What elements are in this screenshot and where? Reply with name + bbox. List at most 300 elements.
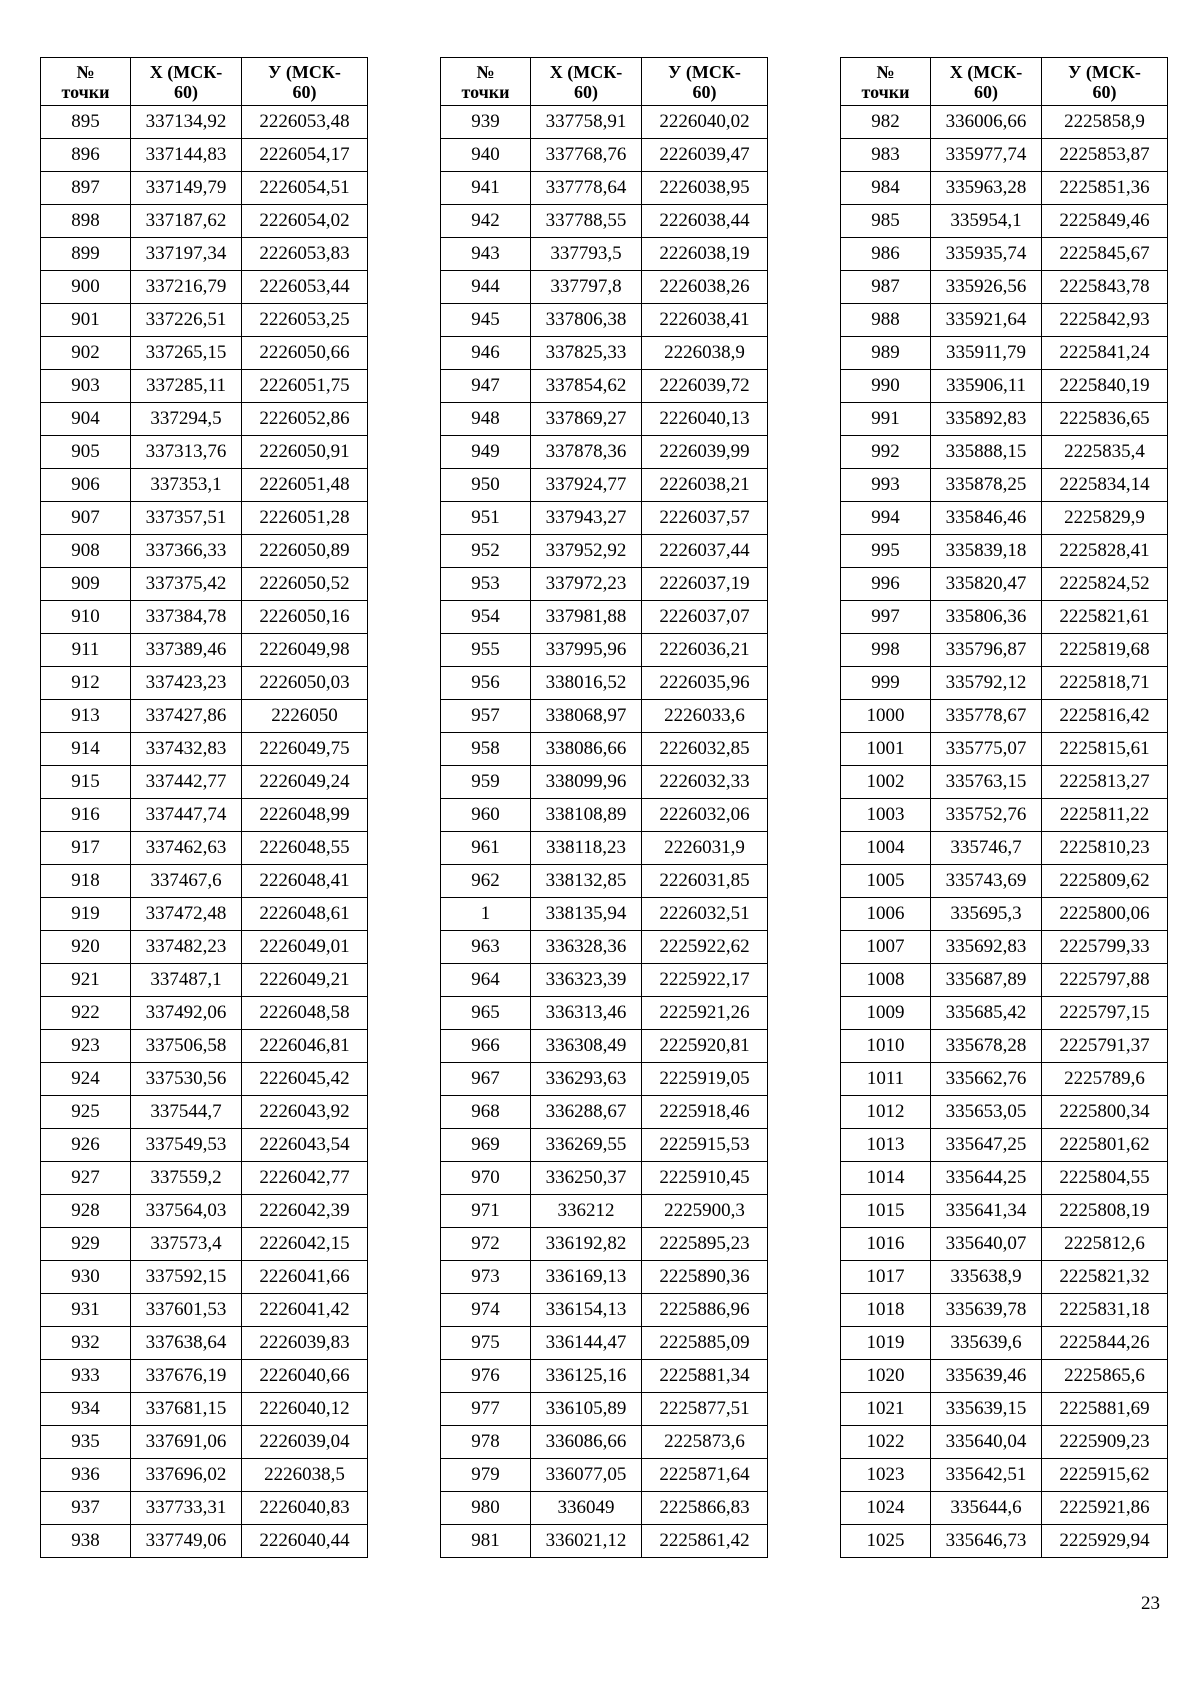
x-coordinate-cell: 335954,1 [931, 205, 1042, 238]
y-coordinate-cell: 2226039,47 [642, 139, 768, 172]
point-number-cell: 1017 [841, 1261, 931, 1294]
table-row [441, 601, 768, 634]
x-coordinate-cell: 335642,51 [931, 1459, 1042, 1492]
y-coordinate-cell: 2226037,57 [642, 502, 768, 535]
table-row [41, 1327, 368, 1360]
table-row [41, 1294, 368, 1327]
table-row [441, 205, 768, 238]
point-number-cell: 952 [441, 535, 531, 568]
x-coordinate-cell: 337559,2 [131, 1162, 242, 1195]
table-row [841, 238, 1168, 271]
y-coordinate-cell: 2225918,46 [642, 1096, 768, 1129]
y-coordinate-cell: 2226038,19 [642, 238, 768, 271]
x-coordinate-cell: 335640,04 [931, 1426, 1042, 1459]
x-coordinate-cell: 335639,78 [931, 1294, 1042, 1327]
point-number-cell: 985 [841, 205, 931, 238]
y-coordinate-cell: 2226049,75 [242, 733, 368, 766]
table-row [841, 172, 1168, 205]
y-coordinate-cell: 2226039,83 [242, 1327, 368, 1360]
point-number-cell: 1024 [841, 1492, 931, 1525]
point-number-cell: 929 [41, 1228, 131, 1261]
x-coordinate-cell: 335638,9 [931, 1261, 1042, 1294]
point-number-cell: 997 [841, 601, 931, 634]
y-coordinate-cell: 2225821,61 [1042, 601, 1168, 634]
point-number-cell: 983 [841, 139, 931, 172]
x-coordinate-cell: 336125,16 [531, 1360, 642, 1393]
y-coordinate-cell: 2225910,45 [642, 1162, 768, 1195]
table-row [841, 370, 1168, 403]
table-row [441, 865, 768, 898]
point-number-cell: 939 [441, 106, 531, 139]
x-coordinate-cell: 335644,25 [931, 1162, 1042, 1195]
point-number-cell: 960 [441, 799, 531, 832]
y-coordinate-cell: 2225866,83 [642, 1492, 768, 1525]
x-coordinate-cell: 337924,77 [531, 469, 642, 502]
y-coordinate-cell: 2226038,41 [642, 304, 768, 337]
table-row [41, 139, 368, 172]
x-coordinate-cell: 337462,63 [131, 832, 242, 865]
y-coordinate-cell: 2225824,52 [1042, 568, 1168, 601]
point-number-cell: 935 [41, 1426, 131, 1459]
x-coordinate-cell: 335778,67 [931, 700, 1042, 733]
y-coordinate-cell: 2225885,09 [642, 1327, 768, 1360]
point-number-cell: 1018 [841, 1294, 931, 1327]
x-coordinate-cell: 337797,8 [531, 271, 642, 304]
y-coordinate-cell: 2225831,18 [1042, 1294, 1168, 1327]
point-number-cell: 967 [441, 1063, 531, 1096]
point-number-cell: 986 [841, 238, 931, 271]
x-coordinate-cell: 337952,92 [531, 535, 642, 568]
x-coordinate-cell: 335743,69 [931, 865, 1042, 898]
y-coordinate-cell: 2226050 [242, 700, 368, 733]
x-coordinate-cell: 336086,66 [531, 1426, 642, 1459]
table-row [841, 1063, 1168, 1096]
header-y-coordinate: У (МСК- 60) [642, 58, 768, 106]
table-row [41, 1492, 368, 1525]
point-number-cell: 972 [441, 1228, 531, 1261]
table-row [441, 1525, 768, 1558]
x-coordinate-cell: 337943,27 [531, 502, 642, 535]
x-coordinate-cell: 336288,67 [531, 1096, 642, 1129]
point-number-cell: 901 [41, 304, 131, 337]
y-coordinate-cell: 2225849,46 [1042, 205, 1168, 238]
table-row [841, 865, 1168, 898]
x-coordinate-cell: 335639,15 [931, 1393, 1042, 1426]
point-number-cell: 990 [841, 370, 931, 403]
point-number-cell: 976 [441, 1360, 531, 1393]
point-number-cell: 1016 [841, 1228, 931, 1261]
y-coordinate-cell: 2226048,61 [242, 898, 368, 931]
x-coordinate-cell: 337482,23 [131, 931, 242, 964]
y-coordinate-cell: 2225858,9 [1042, 106, 1168, 139]
point-number-cell: 1006 [841, 898, 931, 931]
table-row [841, 1360, 1168, 1393]
y-coordinate-cell: 2225799,33 [1042, 931, 1168, 964]
x-coordinate-cell: 337375,42 [131, 568, 242, 601]
y-coordinate-cell: 2226048,99 [242, 799, 368, 832]
x-coordinate-cell: 338099,96 [531, 766, 642, 799]
x-coordinate-cell: 335662,76 [931, 1063, 1042, 1096]
x-coordinate-cell: 336144,47 [531, 1327, 642, 1360]
y-coordinate-cell: 2226040,13 [642, 403, 768, 436]
table-row [441, 964, 768, 997]
point-number-cell: 896 [41, 139, 131, 172]
point-number-cell: 908 [41, 535, 131, 568]
y-coordinate-cell: 2226042,77 [242, 1162, 368, 1195]
point-number-cell: 898 [41, 205, 131, 238]
y-coordinate-cell: 2226053,44 [242, 271, 368, 304]
y-coordinate-cell: 2225835,4 [1042, 436, 1168, 469]
point-number-cell: 944 [441, 271, 531, 304]
x-coordinate-cell: 337187,62 [131, 205, 242, 238]
y-coordinate-cell: 2226050,03 [242, 667, 368, 700]
table-row [41, 370, 368, 403]
x-coordinate-cell: 337691,06 [131, 1426, 242, 1459]
point-number-cell: 959 [441, 766, 531, 799]
table-row [41, 931, 368, 964]
point-number-cell: 982 [841, 106, 931, 139]
point-number-cell: 938 [41, 1525, 131, 1558]
y-coordinate-cell: 2226040,02 [642, 106, 768, 139]
point-number-cell: 999 [841, 667, 931, 700]
y-coordinate-cell: 2226031,9 [642, 832, 768, 865]
point-number-cell: 922 [41, 997, 131, 1030]
y-coordinate-cell: 2225909,23 [1042, 1426, 1168, 1459]
table-row [41, 172, 368, 205]
x-coordinate-cell: 337544,7 [131, 1096, 242, 1129]
table-row [441, 931, 768, 964]
x-coordinate-cell: 335839,18 [931, 535, 1042, 568]
point-number-cell: 947 [441, 370, 531, 403]
table-row [41, 1459, 368, 1492]
point-number-cell: 1021 [841, 1393, 931, 1426]
table-row [441, 898, 768, 931]
table-row [41, 865, 368, 898]
x-coordinate-cell: 337788,55 [531, 205, 642, 238]
point-number-cell: 1023 [841, 1459, 931, 1492]
table-row [441, 1063, 768, 1096]
point-number-cell: 966 [441, 1030, 531, 1063]
table-row [441, 238, 768, 271]
y-coordinate-cell: 2226050,89 [242, 535, 368, 568]
y-coordinate-cell: 2225915,62 [1042, 1459, 1168, 1492]
point-number-cell: 923 [41, 1030, 131, 1063]
x-coordinate-cell: 335639,46 [931, 1360, 1042, 1393]
point-number-cell: 945 [441, 304, 531, 337]
x-coordinate-cell: 335921,64 [931, 304, 1042, 337]
x-coordinate-cell: 337492,06 [131, 997, 242, 1030]
y-coordinate-cell: 2226049,21 [242, 964, 368, 997]
table-row [441, 1129, 768, 1162]
table-row [41, 535, 368, 568]
y-coordinate-cell: 2226054,02 [242, 205, 368, 238]
point-number-cell: 1008 [841, 964, 931, 997]
x-coordinate-cell: 337467,6 [131, 865, 242, 898]
table-row [841, 1492, 1168, 1525]
x-coordinate-cell: 335775,07 [931, 733, 1042, 766]
table-row [41, 964, 368, 997]
table-row [41, 238, 368, 271]
table-row [41, 733, 368, 766]
point-number-cell: 910 [41, 601, 131, 634]
x-coordinate-cell: 336154,13 [531, 1294, 642, 1327]
point-number-cell: 933 [41, 1360, 131, 1393]
x-coordinate-cell: 337294,5 [131, 403, 242, 436]
point-number-cell: 954 [441, 601, 531, 634]
table-row [841, 535, 1168, 568]
table-row [41, 1393, 368, 1426]
x-coordinate-cell: 335647,25 [931, 1129, 1042, 1162]
table-row [441, 733, 768, 766]
y-coordinate-cell: 2225877,51 [642, 1393, 768, 1426]
y-coordinate-cell: 2225845,67 [1042, 238, 1168, 271]
y-coordinate-cell: 2225789,6 [1042, 1063, 1168, 1096]
y-coordinate-cell: 2225808,19 [1042, 1195, 1168, 1228]
point-number-cell: 963 [441, 931, 531, 964]
point-number-cell: 987 [841, 271, 931, 304]
y-coordinate-cell: 2225929,94 [1042, 1525, 1168, 1558]
x-coordinate-cell: 337981,88 [531, 601, 642, 634]
y-coordinate-cell: 2225920,81 [642, 1030, 768, 1063]
x-coordinate-cell: 337226,51 [131, 304, 242, 337]
x-coordinate-cell: 336328,36 [531, 931, 642, 964]
table-row [41, 898, 368, 931]
table-row [41, 502, 368, 535]
table-row [41, 667, 368, 700]
table-row [441, 1030, 768, 1063]
y-coordinate-cell: 2225881,69 [1042, 1393, 1168, 1426]
table-header [841, 58, 1168, 106]
table-row [441, 799, 768, 832]
x-coordinate-cell: 337144,83 [131, 139, 242, 172]
x-coordinate-cell: 337638,64 [131, 1327, 242, 1360]
x-coordinate-cell: 337423,23 [131, 667, 242, 700]
table-row [41, 1426, 368, 1459]
x-coordinate-cell: 335878,25 [931, 469, 1042, 502]
x-coordinate-cell: 337366,33 [131, 535, 242, 568]
table-row [41, 1195, 368, 1228]
point-number-cell: 946 [441, 337, 531, 370]
y-coordinate-cell: 2226038,44 [642, 205, 768, 238]
x-coordinate-cell: 337389,46 [131, 634, 242, 667]
point-number-cell: 913 [41, 700, 131, 733]
x-coordinate-cell: 337681,15 [131, 1393, 242, 1426]
y-coordinate-cell: 2225818,71 [1042, 667, 1168, 700]
y-coordinate-cell: 2226039,99 [642, 436, 768, 469]
table-row [841, 700, 1168, 733]
table-body [441, 106, 768, 1558]
y-coordinate-cell: 2225834,14 [1042, 469, 1168, 502]
y-coordinate-cell: 2225890,36 [642, 1261, 768, 1294]
point-number-cell: 900 [41, 271, 131, 304]
point-number-cell: 925 [41, 1096, 131, 1129]
x-coordinate-cell: 336077,05 [531, 1459, 642, 1492]
y-coordinate-cell: 2226031,85 [642, 865, 768, 898]
y-coordinate-cell: 2225922,17 [642, 964, 768, 997]
table-row [441, 370, 768, 403]
header-point-number: № точки [41, 58, 131, 106]
x-coordinate-cell: 335763,15 [931, 766, 1042, 799]
table-row [41, 1063, 368, 1096]
point-number-cell: 973 [441, 1261, 531, 1294]
x-coordinate-cell: 337749,06 [131, 1525, 242, 1558]
table-row [441, 469, 768, 502]
x-coordinate-cell: 338016,52 [531, 667, 642, 700]
y-coordinate-cell: 2226038,5 [242, 1459, 368, 1492]
point-number-cell: 1007 [841, 931, 931, 964]
table-row [441, 535, 768, 568]
y-coordinate-cell: 2225843,78 [1042, 271, 1168, 304]
y-coordinate-cell: 2225819,68 [1042, 634, 1168, 667]
point-number-cell: 974 [441, 1294, 531, 1327]
point-number-cell: 991 [841, 403, 931, 436]
y-coordinate-cell: 2226052,86 [242, 403, 368, 436]
y-coordinate-cell: 2225801,62 [1042, 1129, 1168, 1162]
point-number-cell: 1022 [841, 1426, 931, 1459]
point-number-cell: 1020 [841, 1360, 931, 1393]
y-coordinate-cell: 2226037,19 [642, 568, 768, 601]
point-number-cell: 903 [41, 370, 131, 403]
table-row [41, 1129, 368, 1162]
y-coordinate-cell: 2226045,42 [242, 1063, 368, 1096]
point-number-cell: 992 [841, 436, 931, 469]
x-coordinate-cell: 337758,91 [531, 106, 642, 139]
x-coordinate-cell: 337793,5 [531, 238, 642, 271]
y-coordinate-cell: 2226039,72 [642, 370, 768, 403]
y-coordinate-cell: 2226046,81 [242, 1030, 368, 1063]
point-number-cell: 919 [41, 898, 131, 931]
x-coordinate-cell: 337427,86 [131, 700, 242, 733]
header-x-coordinate: Х (МСК- 60) [531, 58, 642, 106]
point-number-cell: 1 [441, 898, 531, 931]
coordinates-table-2 [440, 57, 768, 1558]
table-row [41, 1030, 368, 1063]
x-coordinate-cell: 336269,55 [531, 1129, 642, 1162]
point-number-cell: 1004 [841, 832, 931, 865]
x-coordinate-cell: 337384,78 [131, 601, 242, 634]
x-coordinate-cell: 335692,83 [931, 931, 1042, 964]
x-coordinate-cell: 336212 [531, 1195, 642, 1228]
x-coordinate-cell: 336308,49 [531, 1030, 642, 1063]
table-row [841, 502, 1168, 535]
table-row [441, 139, 768, 172]
y-coordinate-cell: 2225873,6 [642, 1426, 768, 1459]
x-coordinate-cell: 337564,03 [131, 1195, 242, 1228]
x-coordinate-cell: 337530,56 [131, 1063, 242, 1096]
y-coordinate-cell: 2226049,98 [242, 634, 368, 667]
x-coordinate-cell: 337696,02 [131, 1459, 242, 1492]
x-coordinate-cell: 335746,7 [931, 832, 1042, 865]
table-body [41, 106, 368, 1558]
point-number-cell: 918 [41, 865, 131, 898]
y-coordinate-cell: 2226054,51 [242, 172, 368, 205]
point-number-cell: 951 [441, 502, 531, 535]
point-number-cell: 1014 [841, 1162, 931, 1195]
point-number-cell: 914 [41, 733, 131, 766]
table-row [841, 1228, 1168, 1261]
y-coordinate-cell: 2226032,85 [642, 733, 768, 766]
table-row [41, 1162, 368, 1195]
x-coordinate-cell: 337972,23 [531, 568, 642, 601]
point-number-cell: 928 [41, 1195, 131, 1228]
y-coordinate-cell: 2225836,65 [1042, 403, 1168, 436]
y-coordinate-cell: 2226038,21 [642, 469, 768, 502]
x-coordinate-cell: 337487,1 [131, 964, 242, 997]
x-coordinate-cell: 337442,77 [131, 766, 242, 799]
point-number-cell: 915 [41, 766, 131, 799]
point-number-cell: 948 [441, 403, 531, 436]
x-coordinate-cell: 336323,39 [531, 964, 642, 997]
table-row [841, 1195, 1168, 1228]
y-coordinate-cell: 2226039,04 [242, 1426, 368, 1459]
point-number-cell: 912 [41, 667, 131, 700]
y-coordinate-cell: 2226043,54 [242, 1129, 368, 1162]
y-coordinate-cell: 2225809,62 [1042, 865, 1168, 898]
x-coordinate-cell: 337778,64 [531, 172, 642, 205]
table-row [441, 271, 768, 304]
table-row [841, 1426, 1168, 1459]
x-coordinate-cell: 337313,76 [131, 436, 242, 469]
point-number-cell: 936 [41, 1459, 131, 1492]
y-coordinate-cell: 2226037,07 [642, 601, 768, 634]
point-number-cell: 943 [441, 238, 531, 271]
y-coordinate-cell: 2225813,27 [1042, 766, 1168, 799]
table-row [441, 172, 768, 205]
y-coordinate-cell: 2226040,44 [242, 1525, 368, 1558]
x-coordinate-cell: 337265,15 [131, 337, 242, 370]
y-coordinate-cell: 2226049,01 [242, 931, 368, 964]
point-number-cell: 961 [441, 832, 531, 865]
x-coordinate-cell: 338135,94 [531, 898, 642, 931]
table-row [441, 403, 768, 436]
y-coordinate-cell: 2226050,91 [242, 436, 368, 469]
table-row [41, 205, 368, 238]
y-coordinate-cell: 2226037,44 [642, 535, 768, 568]
x-coordinate-cell: 337806,38 [531, 304, 642, 337]
x-coordinate-cell: 337216,79 [131, 271, 242, 304]
x-coordinate-cell: 338108,89 [531, 799, 642, 832]
point-number-cell: 949 [441, 436, 531, 469]
point-number-cell: 969 [441, 1129, 531, 1162]
x-coordinate-cell: 335678,28 [931, 1030, 1042, 1063]
y-coordinate-cell: 2225900,3 [642, 1195, 768, 1228]
y-coordinate-cell: 2226036,21 [642, 634, 768, 667]
y-coordinate-cell: 2225922,62 [642, 931, 768, 964]
y-coordinate-cell: 2225921,86 [1042, 1492, 1168, 1525]
table-row [441, 1261, 768, 1294]
table-row [41, 106, 368, 139]
y-coordinate-cell: 2226050,16 [242, 601, 368, 634]
y-coordinate-cell: 2226038,95 [642, 172, 768, 205]
x-coordinate-cell: 337995,96 [531, 634, 642, 667]
table-row [841, 469, 1168, 502]
point-number-cell: 916 [41, 799, 131, 832]
x-coordinate-cell: 337357,51 [131, 502, 242, 535]
table-row [841, 931, 1168, 964]
point-number-cell: 996 [841, 568, 931, 601]
point-number-cell: 931 [41, 1294, 131, 1327]
x-coordinate-cell: 335935,74 [931, 238, 1042, 271]
y-coordinate-cell: 2225853,87 [1042, 139, 1168, 172]
point-number-cell: 962 [441, 865, 531, 898]
x-coordinate-cell: 335963,28 [931, 172, 1042, 205]
y-coordinate-cell: 2225865,6 [1042, 1360, 1168, 1393]
point-number-cell: 1000 [841, 700, 931, 733]
table-row [441, 997, 768, 1030]
y-coordinate-cell: 2226051,48 [242, 469, 368, 502]
x-coordinate-cell: 335977,74 [931, 139, 1042, 172]
y-coordinate-cell: 2225881,34 [642, 1360, 768, 1393]
